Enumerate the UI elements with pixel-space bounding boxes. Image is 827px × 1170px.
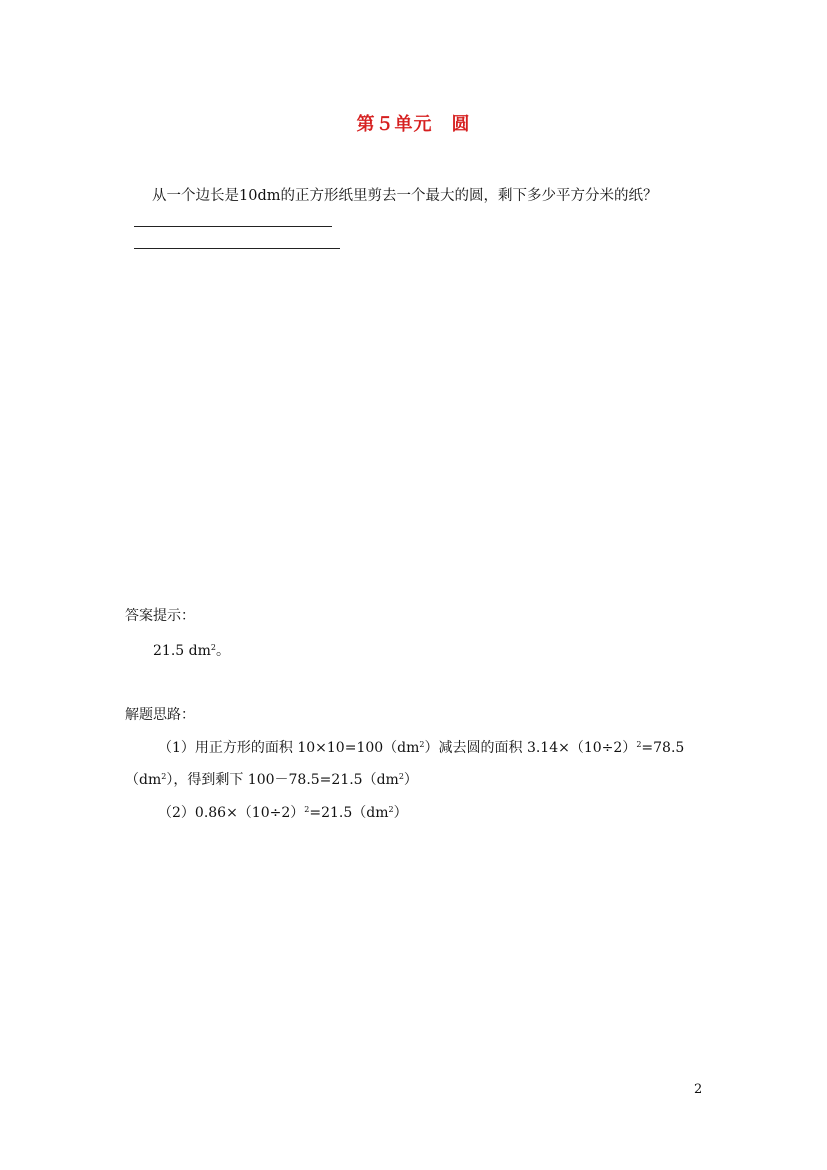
step1-text-f: ） [403, 772, 418, 788]
step1-text-a: （1）用正方形的面积 10×10=100（dm [158, 740, 420, 756]
question-text: 从一个边长是10dm的正方形纸里剪去一个最大的圆，剩下多少平方分米的纸？ [152, 188, 658, 204]
answer-number: 21.5 dm [153, 643, 211, 659]
solution-step-1-line-2 [125, 769, 418, 789]
step2-text-a: （2）0.86×（10÷2） [158, 805, 305, 821]
answer-value [153, 640, 230, 660]
answer-unit-exponent: 2 [210, 643, 216, 652]
solution-step-2 [158, 802, 408, 822]
answer-blank-line-1 [134, 226, 332, 227]
page-number: 2 [694, 1082, 703, 1097]
solution-step-1-line-1 [158, 737, 684, 757]
page-title: 第５单元 圆 [356, 114, 471, 135]
answer-heading: 答案提示： [125, 608, 195, 624]
step1-exponent-d: 2 [398, 772, 404, 781]
answer-end-mark: 。 [215, 643, 230, 659]
step1-text-c: =78.5 [641, 740, 685, 756]
step1-exponent-c: 2 [161, 772, 167, 781]
step2-text-b: =21.5（dm [309, 805, 389, 821]
step2-text-c: ） [393, 805, 408, 821]
step2-exponent-a: 2 [304, 805, 310, 814]
step1-text-b: ）减去圆的面积 3.14×（10÷2） [424, 740, 637, 756]
step2-exponent-b: 2 [388, 805, 394, 814]
step1-text-e: ），得到剩下 100－78.5=21.5（dm [166, 772, 399, 788]
step1-exponent-b: 2 [636, 740, 642, 749]
answer-blank-line-2 [134, 248, 340, 249]
step1-text-d: （dm [125, 772, 162, 788]
solution-heading: 解题思路： [125, 707, 195, 723]
step1-exponent-a: 2 [419, 740, 425, 749]
